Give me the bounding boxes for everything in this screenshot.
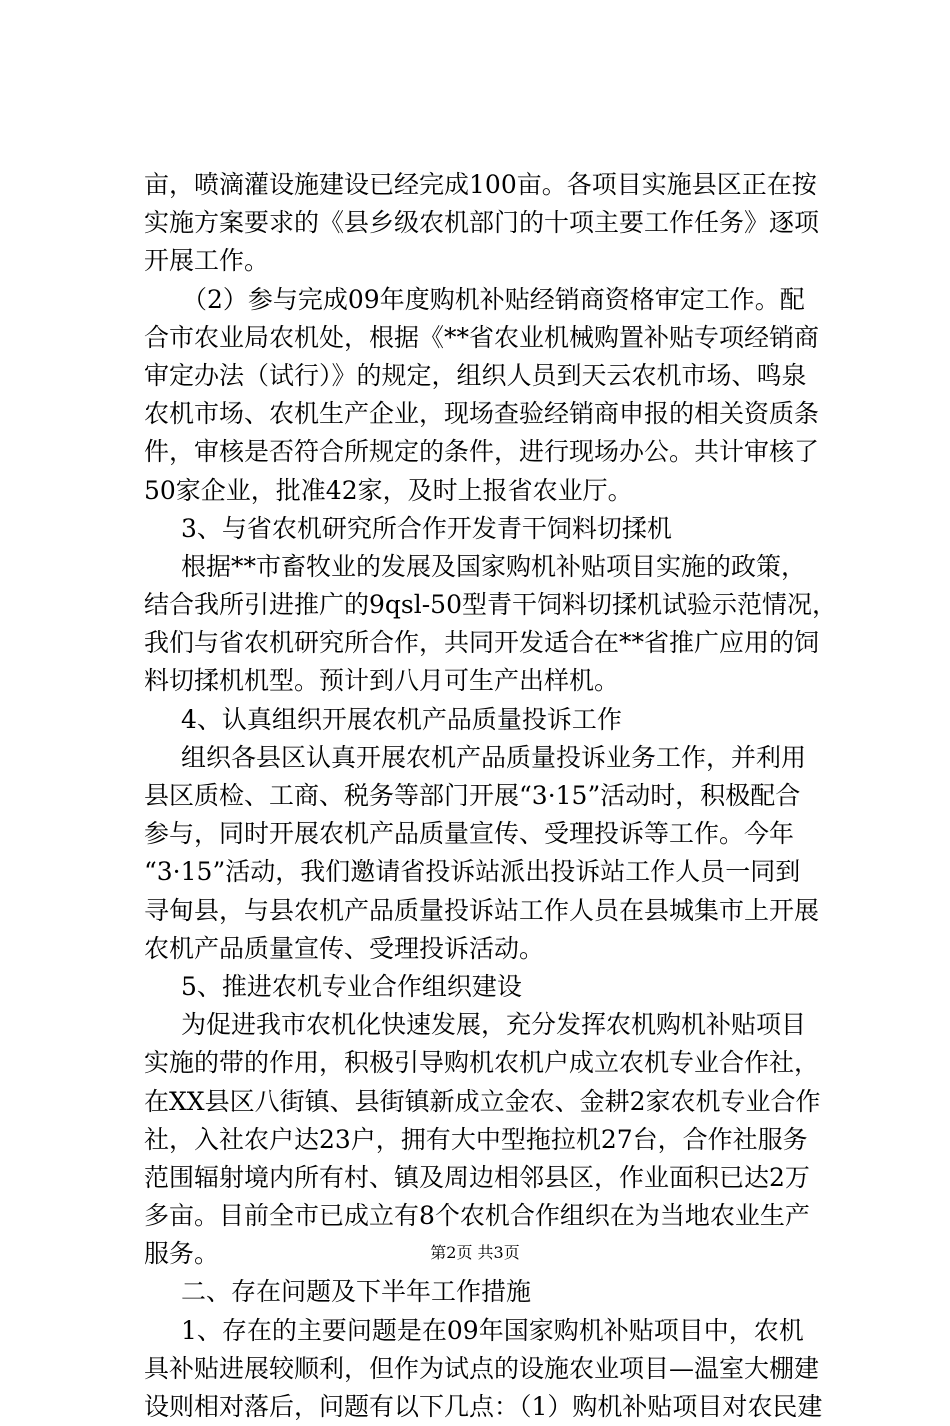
text-line: 为促进我市农机化快速发展，充分发挥农机购机补贴项目 [181,1010,807,1040]
text-line: 县区质检、工商、税务等部门开展“3·15”活动时，积极配合 [144,781,801,810]
text-line: 组织各县区认真开展农机产品质量投诉业务工作，并利用 [181,742,807,772]
text-line: 审定办法（试行）》的规定，组织人员到天云农机市场、鸣泉 [144,360,807,390]
text-line: 具补贴进展较顺利，但作为试点的设施农业项目—温室大棚建 [144,1353,820,1383]
text-line: 件，审核是否符合所规定的条件，进行现场办公。共计审核了 [144,437,820,467]
text-line: 料切揉机机型。预计到八月可生产出样机。 [144,666,620,696]
text-line: 根据**市畜牧业的发展及国家购机补贴项目实施的政策， [181,551,807,581]
text-line: 1、存在的主要问题是在09年国家购机补贴项目中，农机 [181,1315,804,1345]
text-line: 亩，喷滴灌设施建设已经完成100亩。各项目实施县区正在按 [144,170,817,199]
document-body [144,166,844,1426]
text-line: 结合我所引进推广的9qsl-50型青干饲料切揉机试验示范情况， [144,590,837,620]
text-line: 设则相对落后，问题有以下几点：（1）购机补贴项目对农民建 [144,1392,823,1421]
text-line: 服务。 [144,1239,220,1269]
text-line: （2）参与完成09年度购机补贴经销商资格审定工作。配 [182,284,805,314]
text-line: 社，入社农户达23户，拥有大中型拖拉机27台，合作社服务 [144,1124,808,1154]
text-line: 实施的带的作用，积极引导购机农机户成立农机专业合作社， [144,1048,820,1078]
text-line: 50家企业，批准42家，及时上报省农业厅。 [144,475,633,505]
text-line: 实施方案要求的《县乡级农机部门的十项主要工作任务》逐项 [144,208,820,238]
text-line: “3·15”活动，我们邀请省投诉站派出投诉站工作人员一同到 [144,857,801,887]
section-heading: 5、推进农机专业合作组织建设 [181,971,522,1001]
section-heading: 3、与省农机研究所合作开发青干饲料切揉机 [181,513,672,543]
section-heading: 二、存在问题及下半年工作措施 [181,1277,532,1307]
section-heading: 4、认真组织开展农机产品质量投诉工作 [181,704,622,734]
text-line: 寻甸县，与县农机产品质量投诉站工作人员在县城集市上开展 [144,895,820,925]
text-line: 我们与省农机研究所合作，共同开发适合在**省推广应用的饲 [144,628,820,658]
page-footer [0,1243,950,1263]
text-line: 合市农业局农机处，根据《**省农业机械购置补贴专项经销商 [144,322,820,352]
text-line: 参与，同时开展农机产品质量宣传、受理投诉等工作。今年 [144,819,795,849]
text-line: 多亩。目前全市已成立有8个农机合作组织在为当地农业生产 [144,1201,810,1231]
page-number-label: 第2页 共3页 [430,1243,520,1262]
text-line: 农机市场、农机生产企业，现场查验经销商申报的相关资质条 [144,399,820,429]
text-line: 范围辐射境内所有村、镇及周边相邻县区，作业面积已达2万 [144,1162,810,1192]
text-line: 在XX县区八街镇、县街镇新成立金农、金耕2家农机专业合作 [144,1086,821,1116]
text-line: 开展工作。 [144,246,270,276]
text-line: 农机产品质量宣传、受理投诉活动。 [144,933,545,963]
